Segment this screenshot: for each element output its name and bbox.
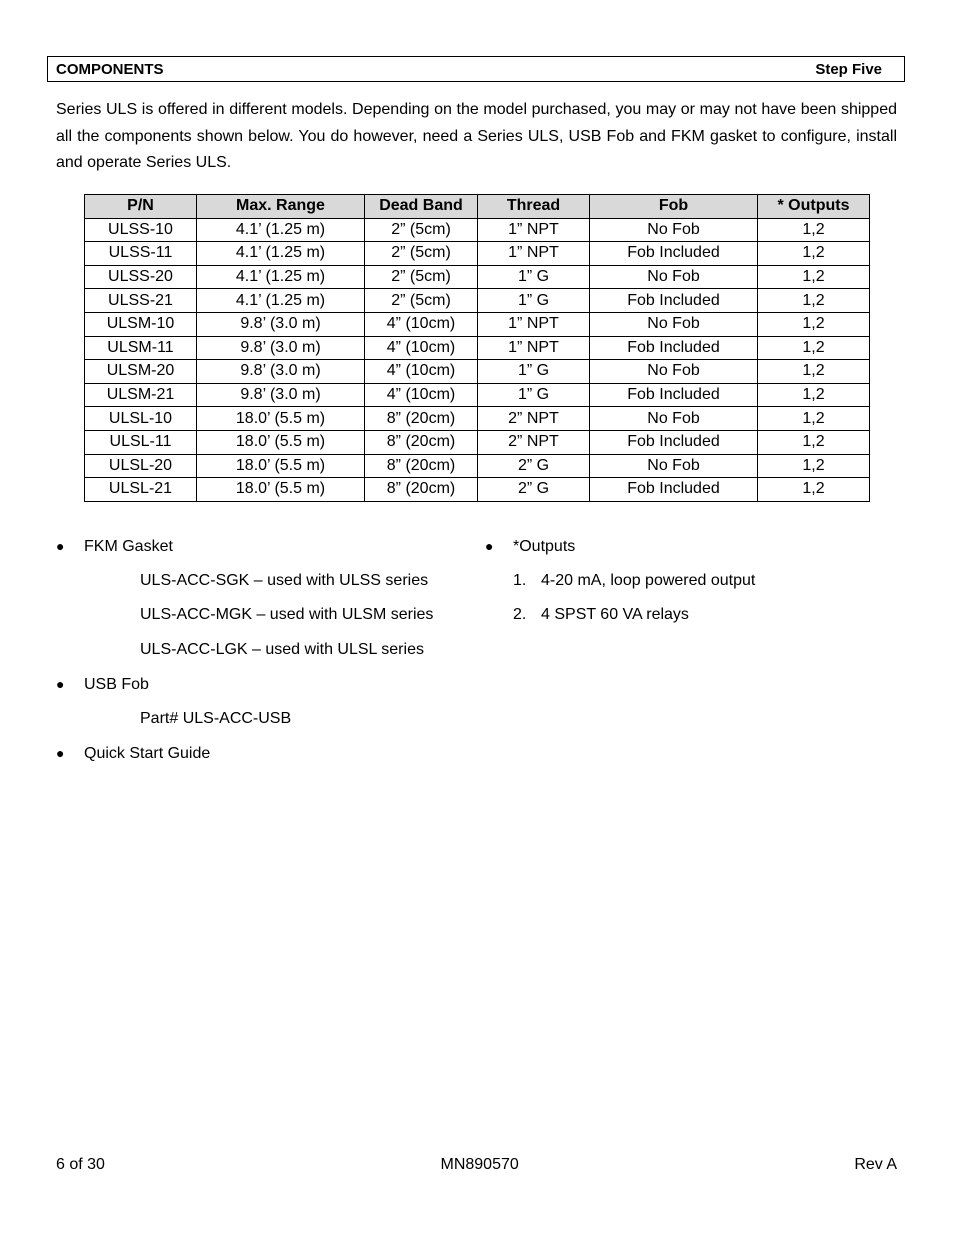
table-cell: 2” G <box>478 454 590 478</box>
table-row <box>85 407 870 431</box>
table-cell: 18.0’ (5.5 m) <box>197 478 365 502</box>
fkm-item: ULS-ACC-MGK – used with ULSM series <box>140 606 434 623</box>
table-row <box>85 478 870 502</box>
table-cell: 1,2 <box>758 454 870 478</box>
usb-fob-title: USB Fob <box>84 676 149 693</box>
table-cell: 1,2 <box>758 312 870 336</box>
table-cell: No Fob <box>590 360 758 384</box>
table-cell: ULSS-11 <box>85 242 197 266</box>
table-cell: 2” G <box>478 478 590 502</box>
table-cell: 1” NPT <box>478 242 590 266</box>
table-row <box>85 430 870 454</box>
output-text: 4 SPST 60 VA relays <box>541 606 689 623</box>
table-cell: ULSL-10 <box>85 407 197 431</box>
section-header <box>47 56 905 82</box>
table-cell: 1” G <box>478 360 590 384</box>
table-cell: 4.1’ (1.25 m) <box>197 289 365 313</box>
column-header: Max. Range <box>197 195 365 219</box>
table-cell: 2” (5cm) <box>365 218 478 242</box>
table-row <box>85 336 870 360</box>
table-cell: 2” (5cm) <box>365 289 478 313</box>
table-row <box>85 218 870 242</box>
table-cell: ULSM-11 <box>85 336 197 360</box>
column-header: Thread <box>478 195 590 219</box>
column-header: P/N <box>85 195 197 219</box>
table-cell: 18.0’ (5.5 m) <box>197 454 365 478</box>
table-cell: 1” NPT <box>478 312 590 336</box>
table-cell: 2” NPT <box>478 430 590 454</box>
table-cell: ULSM-20 <box>85 360 197 384</box>
table-cell: 4.1’ (1.25 m) <box>197 242 365 266</box>
table-cell: 4” (10cm) <box>365 312 478 336</box>
table-cell: 9.8’ (3.0 m) <box>197 360 365 384</box>
bullet-icon: ● <box>56 538 65 554</box>
table-cell: No Fob <box>590 407 758 431</box>
bullet-icon: ● <box>56 745 65 761</box>
table-cell: 2” NPT <box>478 407 590 431</box>
table-cell: ULSL-21 <box>85 478 197 502</box>
table-cell: 1” G <box>478 383 590 407</box>
revision: Rev A <box>854 1156 897 1173</box>
components-table <box>84 194 870 502</box>
table-cell: Fob Included <box>590 242 758 266</box>
table-cell: No Fob <box>590 265 758 289</box>
table-cell: 1” G <box>478 265 590 289</box>
page-footer <box>56 1156 897 1174</box>
bullet-icon: ● <box>485 538 494 554</box>
table-cell: 1,2 <box>758 383 870 407</box>
table-cell: Fob Included <box>590 336 758 360</box>
table-cell: 1,2 <box>758 407 870 431</box>
table-cell: Fob Included <box>590 478 758 502</box>
column-header: * Outputs <box>758 195 870 219</box>
bullet-icon: ● <box>56 676 65 692</box>
quick-start-title: Quick Start Guide <box>84 745 211 762</box>
section-title: COMPONENTS <box>56 60 164 78</box>
table-cell: 8” (20cm) <box>365 407 478 431</box>
right-list <box>485 538 885 638</box>
table-cell: 8” (20cm) <box>365 430 478 454</box>
table-cell: 4” (10cm) <box>365 360 478 384</box>
table-cell: 8” (20cm) <box>365 454 478 478</box>
table-cell: ULSM-10 <box>85 312 197 336</box>
table-cell: ULSS-21 <box>85 289 197 313</box>
table-cell: 1” NPT <box>478 218 590 242</box>
table-row <box>85 289 870 313</box>
table-cell: No Fob <box>590 312 758 336</box>
table-cell: 1,2 <box>758 265 870 289</box>
table-cell: 9.8’ (3.0 m) <box>197 383 365 407</box>
left-list <box>56 538 476 778</box>
table-cell: Fob Included <box>590 430 758 454</box>
table-cell: 2” (5cm) <box>365 242 478 266</box>
table-cell: 4.1’ (1.25 m) <box>197 218 365 242</box>
table-cell: 1,2 <box>758 360 870 384</box>
table-cell: No Fob <box>590 218 758 242</box>
table-cell: 8” (20cm) <box>365 478 478 502</box>
output-item <box>513 572 756 590</box>
table-body <box>85 218 870 501</box>
table-cell: 1,2 <box>758 478 870 502</box>
document-number: MN890570 <box>440 1156 519 1173</box>
table-cell: 1,2 <box>758 289 870 313</box>
table-cell: 4.1’ (1.25 m) <box>197 265 365 289</box>
table-cell: 9.8’ (3.0 m) <box>197 312 365 336</box>
table-cell: ULSS-20 <box>85 265 197 289</box>
table-cell: 1” NPT <box>478 336 590 360</box>
table-row <box>85 265 870 289</box>
table-cell: No Fob <box>590 454 758 478</box>
table-header-row <box>85 195 870 219</box>
page-number: 6 of 30 <box>56 1156 105 1173</box>
table-row <box>85 454 870 478</box>
fkm-gasket-title: FKM Gasket <box>84 538 173 555</box>
table-cell: 9.8’ (3.0 m) <box>197 336 365 360</box>
fkm-item: ULS-ACC-SGK – used with ULSS series <box>140 572 429 589</box>
usb-item: Part# ULS-ACC-USB <box>140 710 292 727</box>
table-cell: ULSL-11 <box>85 430 197 454</box>
table-row <box>85 312 870 336</box>
intro-paragraph: Series ULS is offered in different models. Depending on the model purchased, you may or may not have been shipped all the components shown below. You do however, need a Series ULS, USB Fob and FKM gasket to configure, install and operate Series ULS. <box>56 101 897 171</box>
table-cell: 4” (10cm) <box>365 383 478 407</box>
column-header: Dead Band <box>365 195 478 219</box>
table-cell: ULSM-21 <box>85 383 197 407</box>
step-label: Step Five <box>815 60 882 78</box>
table-cell: 1,2 <box>758 218 870 242</box>
table-cell: 1,2 <box>758 336 870 360</box>
table-cell: 18.0’ (5.5 m) <box>197 430 365 454</box>
table-cell: 1,2 <box>758 430 870 454</box>
table-row <box>85 242 870 266</box>
outputs-title: *Outputs <box>513 538 576 555</box>
table-cell: Fob Included <box>590 383 758 407</box>
table-cell: ULSS-10 <box>85 218 197 242</box>
output-number: 1. <box>513 572 527 589</box>
table-cell: Fob Included <box>590 289 758 313</box>
column-header: Fob <box>590 195 758 219</box>
output-item <box>513 606 689 624</box>
fkm-item: ULS-ACC-LGK – used with ULSL series <box>140 641 424 658</box>
table-row <box>85 360 870 384</box>
table-cell: 4” (10cm) <box>365 336 478 360</box>
table-cell: 1,2 <box>758 242 870 266</box>
output-text: 4-20 mA, loop powered output <box>541 572 756 589</box>
table-cell: 18.0’ (5.5 m) <box>197 407 365 431</box>
output-number: 2. <box>513 606 527 623</box>
table-cell: 2” (5cm) <box>365 265 478 289</box>
table-row <box>85 383 870 407</box>
table-cell: ULSL-20 <box>85 454 197 478</box>
table-cell: 1” G <box>478 289 590 313</box>
